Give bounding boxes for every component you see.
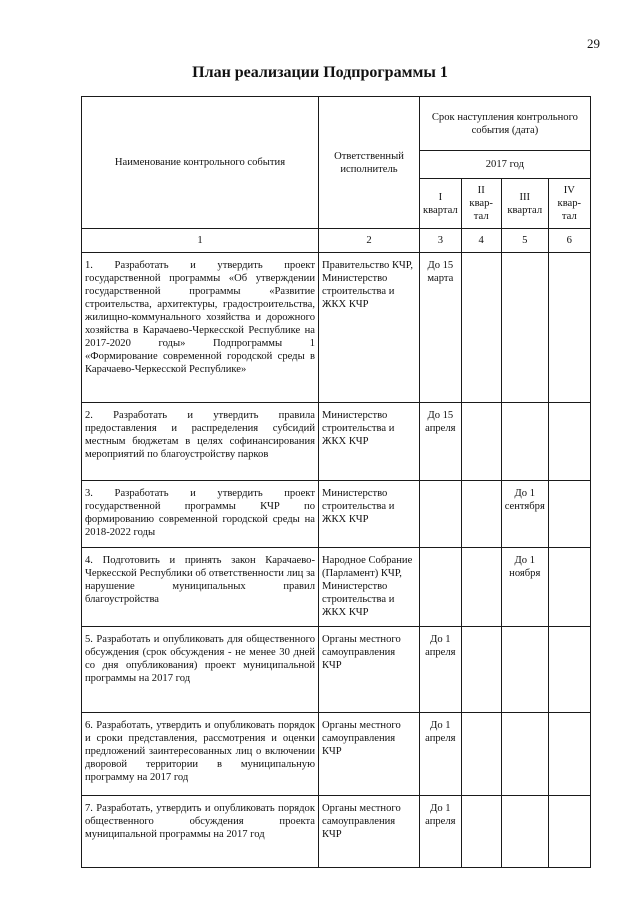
- quarter-1-cell: До 1 апреля: [420, 713, 462, 796]
- column-number: 2: [319, 229, 420, 253]
- page-title: План реализации Подпрограммы 1: [192, 64, 448, 81]
- header-quarter-4: IV квар-тал: [548, 179, 590, 229]
- event-cell: 7. Разработать, утвердить и опубликовать порядок общественного обсуждения проекта муниципальной программы на 2017 год: [82, 796, 319, 868]
- quarter-2-cell: [461, 548, 501, 627]
- executor-cell: Министерство строительства и ЖКХ КЧР: [319, 481, 420, 548]
- event-cell: 3. Разработать и утвердить проект государственной программы КЧР по формированию современной городской среды на 2018-2022 годы: [82, 481, 319, 548]
- column-number: 5: [501, 229, 548, 253]
- table-row: [82, 796, 591, 868]
- quarter-1-cell: До 1 апреля: [420, 627, 462, 713]
- quarter-2-cell: [461, 713, 501, 796]
- column-number-row: [82, 229, 591, 253]
- event-cell: 2. Разработать и утвердить правила предоставления и распределения субсидий местным бюджетам в целях софинансирования мероприятий по благоустройству парков: [82, 403, 319, 481]
- quarter-4-cell: [548, 627, 590, 713]
- quarter-2-cell: [461, 796, 501, 868]
- header-row-deadline: [82, 97, 591, 151]
- executor-cell: Правительство КЧР, Министерство строительства и ЖКХ КЧР: [319, 253, 420, 403]
- event-cell: 6. Разработать, утвердить и опубликовать порядок и сроки представления, рассмотрения и оценки предложений заинтересованных лиц о включении дворовой территории в муниципальную программу на 2017 год: [82, 713, 319, 796]
- quarter-3-cell: До 1 ноября: [501, 548, 548, 627]
- header-quarter-2: II квар-тал: [461, 179, 501, 229]
- column-number: 6: [548, 229, 590, 253]
- quarter-1-cell: [420, 548, 462, 627]
- quarter-3-cell: [501, 253, 548, 403]
- event-cell: 1. Разработать и утвердить проект государственной программы «Об утверждении государственной программы «Развитие строительства, архитектуры, градостроительства, жилищно-коммунального хозяйства и дорожного хозяйства в Карачаево-Черкесской Республике на 2017-2020 годы» Подпрограммы 1 «Формирование современной городской среды в Карачаево-Черкесской Республике»: [82, 253, 319, 403]
- quarter-1-cell: [420, 481, 462, 548]
- quarter-4-cell: [548, 796, 590, 868]
- quarter-4-cell: [548, 481, 590, 548]
- executor-cell: Органы местного самоуправления КЧР: [319, 796, 420, 868]
- quarter-3-cell: [501, 627, 548, 713]
- quarter-1-cell: До 15 апреля: [420, 403, 462, 481]
- quarter-3-cell: До 1 сентября: [501, 481, 548, 548]
- column-number: 3: [420, 229, 462, 253]
- quarter-4-cell: [548, 253, 590, 403]
- header-deadline: Срок наступления контрольного события (дата): [420, 97, 591, 151]
- quarter-4-cell: [548, 713, 590, 796]
- quarter-1-cell: До 15 марта: [420, 253, 462, 403]
- header-event: Наименование контрольного события: [82, 97, 319, 229]
- executor-cell: Органы местного самоуправления КЧР: [319, 713, 420, 796]
- quarter-3-cell: [501, 403, 548, 481]
- quarter-3-cell: [501, 713, 548, 796]
- table-row: [82, 548, 591, 627]
- quarter-1-cell: До 1 апреля: [420, 796, 462, 868]
- header-executor: Ответственный исполнитель: [319, 97, 420, 229]
- quarter-2-cell: [461, 627, 501, 713]
- quarter-4-cell: [548, 403, 590, 481]
- quarter-2-cell: [461, 403, 501, 481]
- table-row: [82, 627, 591, 713]
- table-row: [82, 713, 591, 796]
- page-number: 29: [587, 36, 600, 51]
- table-row: [82, 481, 591, 548]
- event-cell: 5. Разработать и опубликовать для общественного обсуждения (срок обсуждения - не менее 30 дней со дня опубликования) проект муниципальной программы на 2017 год: [82, 627, 319, 713]
- executor-cell: Министерство строительства и ЖКХ КЧР: [319, 403, 420, 481]
- header-quarter-1: I квартал: [420, 179, 462, 229]
- column-number: 4: [461, 229, 501, 253]
- header-quarter-3: III квартал: [501, 179, 548, 229]
- executor-cell: Народное Собрание (Парламент) КЧР, Министерство строительства и ЖКХ КЧР: [319, 548, 420, 627]
- plan-table: [81, 96, 591, 868]
- quarter-2-cell: [461, 253, 501, 403]
- table-row: [82, 253, 591, 403]
- header-year: 2017 год: [420, 151, 591, 179]
- quarter-3-cell: [501, 796, 548, 868]
- executor-cell: Органы местного самоуправления КЧР: [319, 627, 420, 713]
- event-cell: 4. Подготовить и принять закон Карачаево-Черкесской Республики об ответственности лиц за нарушение муниципальных правил благоустройства: [82, 548, 319, 627]
- table-row: [82, 403, 591, 481]
- quarter-4-cell: [548, 548, 590, 627]
- quarter-2-cell: [461, 481, 501, 548]
- column-number: 1: [82, 229, 319, 253]
